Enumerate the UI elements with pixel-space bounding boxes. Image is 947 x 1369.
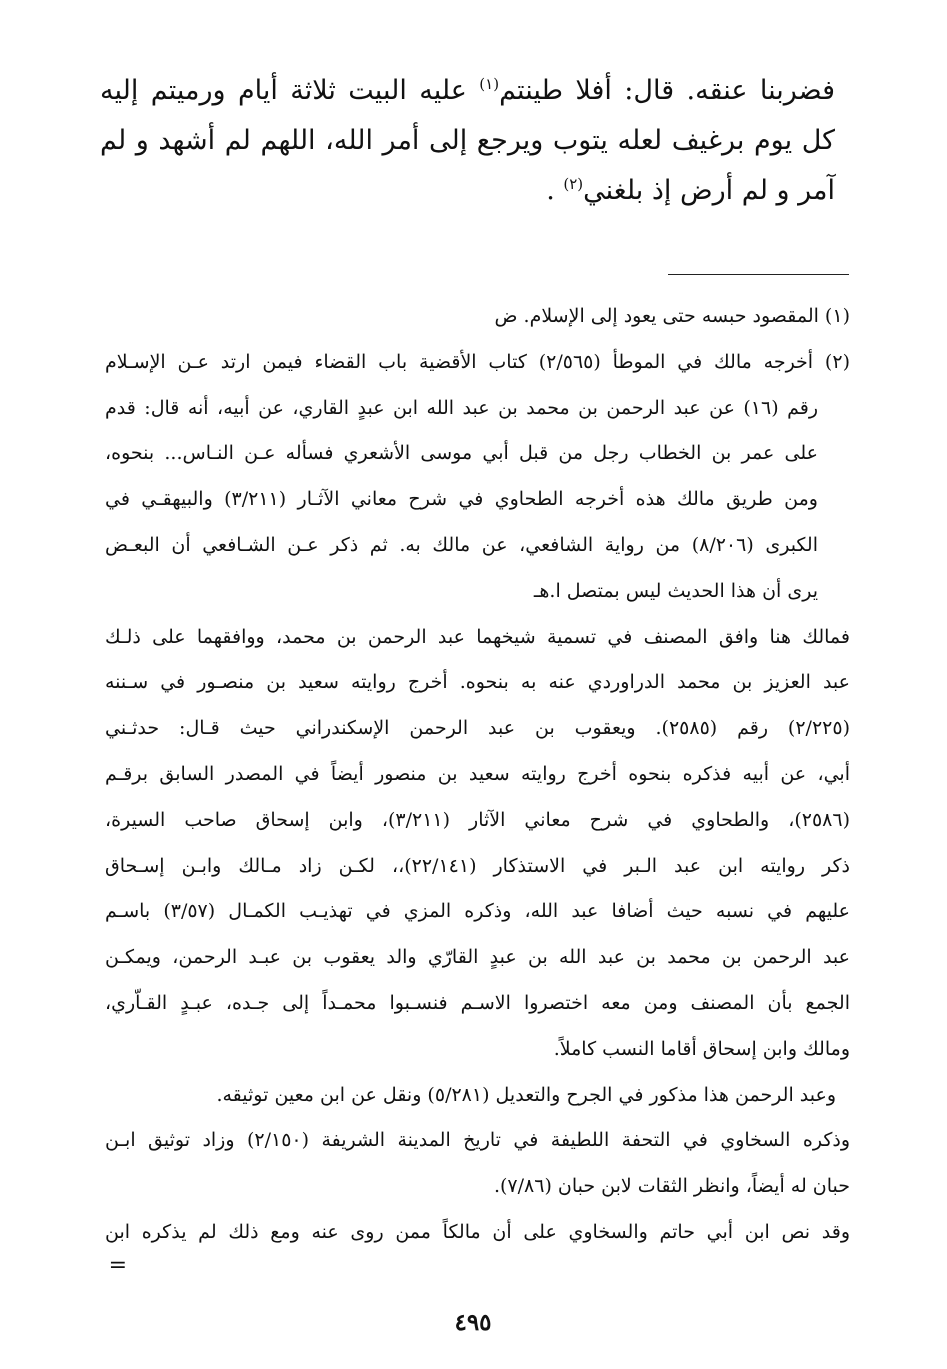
footnote-2-line: يرى أن هذا الحديث ليس بمتصل ا.هـ — [533, 579, 818, 602]
footnote-2-line: ومن طريق مالك هذه أخرجه الطحاوي في شرح معاني الآثـار (٣/٢١١) والبيهقـي في — [105, 488, 818, 511]
main-text-segment: كل يوم برغيف لعله يتوب ويرجع إلى أمر الله، اللهم لم أشهد و لم — [100, 125, 835, 156]
footnote-2-line: رقم (١٦) عن عبد الرحمن بن محمد بن عبد الله ابن عبدٍ القاري، عن أبيه، أنه قال: قدم — [105, 396, 819, 419]
footnote-2-line: الجمع بأن المصنف ومن معه اختصروا الاسـم فنسـبوا محمـداً إلى جـده، عبـدٍ القـاّري، — [105, 991, 850, 1014]
continuation-mark: = — [108, 1253, 127, 1278]
main-text-segment: . — [546, 175, 564, 206]
footnote-reference-1[interactable]: (١) — [479, 75, 500, 93]
page-number: ٤٩٥ — [454, 1309, 492, 1336]
main-text-segment: فضربنا عنقه. قال: أفلا طينتم — [499, 75, 835, 106]
footnote-2-line: عليهم في نسبه حيث أضافا عبد الله، وذكره المزي في تهذيـب الكمـال (٣/٥٧) باسـم — [105, 900, 850, 923]
footnote-2-line: ذكر روايته ابن عبد الـبر في الاستذكار (٢٢/١٤١)،، لكـن زاد مـالك وابـن إسـحاق — [105, 854, 850, 877]
footnote-2-line: وعبد الرحمن هذا مذكور في الجرح والتعديل (٥/٢٨١) ونقل عن ابن معين توثيقه. — [216, 1083, 836, 1106]
main-text-line-1 — [100, 66, 835, 116]
footnote-2-line: وذكره السخاوي في التحفة اللطيفة في تاريخ المدينة الشريفة (٢/١٥٠) وزاد توثيق ابـن — [105, 1129, 850, 1152]
footnote-2-line: وقد نص ابن أبي حاتم والسخاوي على أن مالكاً ممن روى عنه ومع ذلك لم يذكره ابن — [105, 1220, 850, 1243]
main-text — [100, 66, 835, 216]
footnote-2-line: حبان له أيضاً، وانظر الثقات لابن حبان (٧/٨٦). — [493, 1175, 850, 1198]
footnote-1-line: (١) المقصود حبسه حتى يعود إلى الإسلام. ض — [494, 305, 850, 327]
footnote-2-line: أبي، عن أبيه فذكره بنحوه أخرج روايته سعيد بن منصور أيضاً في المصدر السابق برقـم — [105, 762, 850, 785]
footnote-2-line: الكبرى (٨/٢٠٦) من رواية الشافعي، عن مالك به. ثم ذكر عـن الشـافعي أن البعـض — [105, 533, 818, 556]
footnote-2-line: على عمر بن الخطاب رجل من قبل أبي موسى الأشعري فسأله عـن النـاس... بنحوه، — [105, 442, 818, 465]
footnotes — [105, 294, 850, 1256]
main-text-segment: آمر و لم أرض إذ بلغني — [583, 175, 835, 206]
footnote-2-line: (٢/٢٢٥) رقم (٢٥٨٥). ويعقوب بن عبد الرحمن الإسكندراني حيث قـال: حدثـني — [105, 717, 850, 740]
main-text-segment: عليه البيت ثلاثة أيام ورميتم إليه — [100, 75, 480, 106]
footnote-2-line: (٢٥٨٦)، والطحاوي في شرح معاني الآثار (٣/٢١١)، وابن إسحاق صاحب السيرة، — [105, 808, 850, 831]
main-text-line-2 — [100, 116, 835, 166]
footnote-2-line: فمالك هنا وافق المصنف في تسمية شيخهما عبد الرحمن بن محمد، ووافقهما على ذلـك — [105, 625, 850, 648]
footnote-2-line: عبد الرحمن بن محمد بن عبد الله بن عبدٍ القارّي والد يعقوب بن عبـد الرحمن، ويمكـن — [105, 946, 850, 969]
main-text-line-3 — [100, 166, 835, 216]
footnote-separator — [668, 274, 849, 275]
footnote-reference-2[interactable]: (٢) — [563, 175, 584, 193]
footnote-2-line: ومالك وابن إسحاق أقاما النسب كاملاً. — [553, 1037, 850, 1060]
footnote-2-line: (٢) أخرجه مالك في الموطأ (٢/٥٦٥) كتاب الأقضية باب القضاء فيمن ارتد عـن الإسـلام — [105, 350, 850, 373]
footnote-2-line: عبد العزيز بن محمد الدراوردي عنه به بنحوه. أخرج روايته سعيد بن منصـور في سـننه — [105, 671, 850, 694]
